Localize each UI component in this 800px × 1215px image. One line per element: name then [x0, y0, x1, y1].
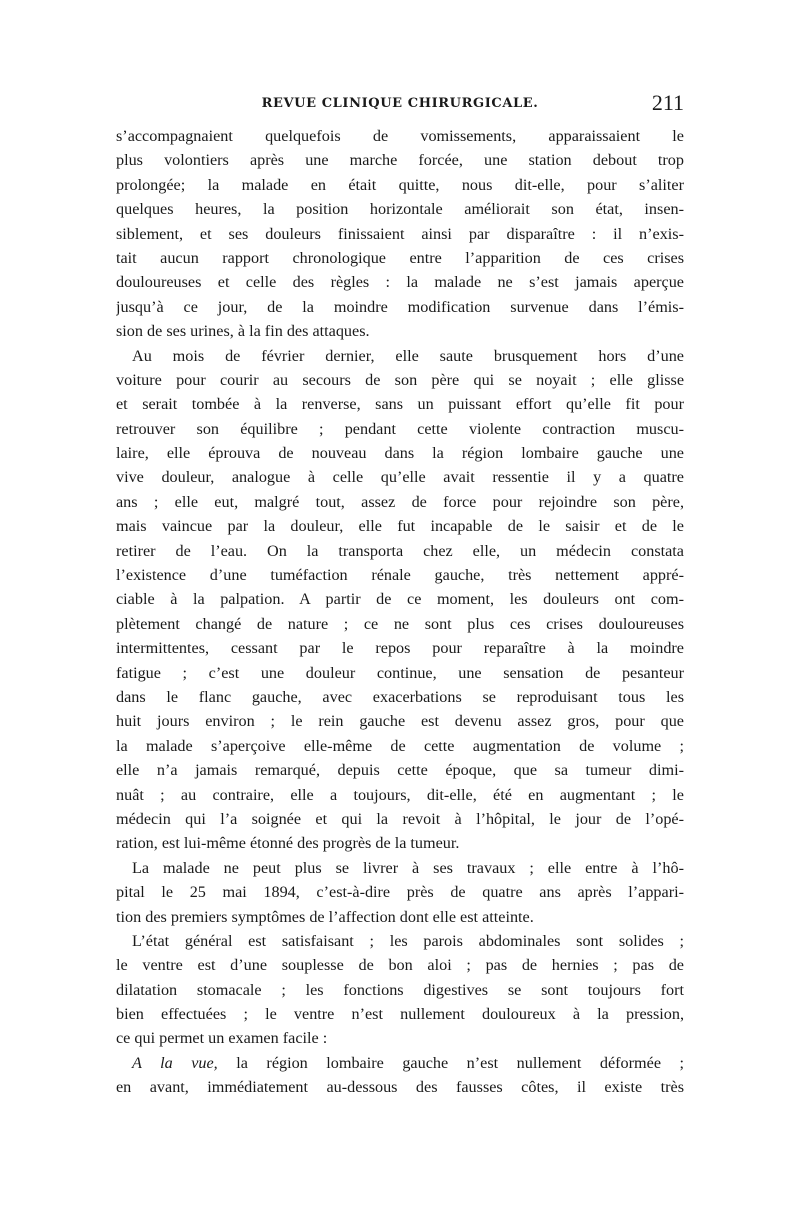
- line-text: jusqu’à ce jour, de la moindre modification survenue dans l’émis-: [116, 297, 684, 316]
- line-text: retrouver son équilibre ; pendant cette violente contraction muscu-: [116, 419, 684, 438]
- line-text: dilatation stomacale ; les fonctions digestives se sont toujours fort: [116, 980, 684, 999]
- line-text: quelques heures, la position horizontale améliorait son état, insen-: [116, 200, 684, 219]
- line-text: fatigue ; c’est une douleur continue, une sensation de pesanteur: [116, 663, 684, 682]
- line-text: elle n’a jamais remarqué, depuis cette époque, que sa tumeur dimi-: [116, 761, 684, 780]
- text-line: [116, 392, 684, 416]
- line-text: pital le 25 mai 1894, c’est-à-dire près de quatre ans après l’appari-: [116, 883, 684, 902]
- text-line: [116, 709, 684, 733]
- text-line: [116, 539, 684, 563]
- line-text: le ventre est d’une souplesse de bon aloi ; pas de hernies ; pas de: [116, 956, 684, 975]
- text-line: [116, 783, 684, 807]
- italic-lead: A la vue,: [132, 1053, 218, 1072]
- text-line: [116, 1002, 684, 1026]
- text-line: [116, 807, 684, 831]
- text-line: [116, 587, 684, 611]
- line-text: ce qui permet un examen facile :: [116, 1029, 328, 1048]
- line-text: tait aucun rapport chronologique entre l’apparition de ces crises: [116, 248, 684, 267]
- text-line: [116, 856, 684, 880]
- text-line: [116, 222, 684, 246]
- line-text: sion de ses urines, à la fin des attaques.: [116, 322, 370, 341]
- line-text: Au mois de février dernier, elle saute brusquement hors d’une: [132, 346, 684, 365]
- line-text: huit jours environ ; le rein gauche est devenu assez gros, pour que: [116, 712, 684, 731]
- page-number: 211: [651, 90, 684, 115]
- line-text: nuât ; au contraire, elle a toujours, dit-elle, été en augmentant ; le: [116, 785, 684, 804]
- text-line: [116, 831, 684, 855]
- line-text: bien effectuées ; le ventre n’est nullement douloureux à la pression,: [116, 1005, 684, 1024]
- line-text: siblement, et ses douleurs finissaient ainsi par disparaître : il n’exis-: [116, 224, 684, 243]
- line-text: s’accompagnaient quelquefois de vomissements, apparaissaient le: [116, 127, 684, 145]
- text-line: [116, 465, 684, 489]
- line-text: l’existence d’une tuméfaction rénale gauche, très nettement appré-: [116, 566, 684, 585]
- line-text: vive douleur, analogue à celle qu’elle avait ressentie il y a quatre: [116, 468, 684, 487]
- line-text: la malade s’aperçoive elle-même de cette augmentation de volume ;: [116, 736, 684, 755]
- text-line: [116, 197, 684, 221]
- text-line: [116, 1075, 684, 1099]
- line-text: L’état général est satisfaisant ; les parois abdominales sont solides ;: [132, 931, 684, 950]
- line-text: dans le flanc gauche, avec exacerbations se reproduisant tous les: [116, 687, 684, 706]
- line-text: mais vaincue par la douleur, elle fut incapable de le saisir et de le: [116, 517, 684, 536]
- text-line: [116, 758, 684, 782]
- text-line: [116, 490, 684, 514]
- text-line: [116, 929, 684, 953]
- line-text: plètement changé de nature ; ce ne sont plus ces crises douloureuses: [116, 614, 684, 633]
- line-text: La malade ne peut plus se livrer à ses travaux ; elle entre à l’hô-: [132, 858, 684, 877]
- text-line: [116, 953, 684, 977]
- text-line: [116, 612, 684, 636]
- text-line: [116, 368, 684, 392]
- line-text: ans ; elle eut, malgré tout, assez de force pour rejoindre son père,: [116, 492, 684, 511]
- running-head: REVUE CLINIQUE CHIRURGICALE.: [261, 96, 539, 111]
- text-line: [116, 344, 684, 368]
- text-line: [116, 1026, 684, 1050]
- text-line: [116, 319, 684, 343]
- body-text: [116, 124, 684, 1100]
- text-line: [116, 514, 684, 538]
- text-line: [116, 441, 684, 465]
- line-text: laire, elle éprouva de nouveau dans la région lombaire gauche une: [116, 444, 684, 463]
- line-text: douloureuses et celle des règles : la malade ne s’est jamais aperçue: [116, 273, 684, 292]
- text-line: [116, 148, 684, 172]
- text-line: [116, 173, 684, 197]
- text-line: [116, 295, 684, 319]
- text-line: [116, 563, 684, 587]
- text-line: [116, 661, 684, 685]
- line-text: voiture pour courir au secours de son père qui se noyait ; elle glisse: [116, 370, 684, 389]
- line-text: intermittentes, cessant par le repos pour reparaître à la moindre: [116, 639, 684, 658]
- text-line: [116, 978, 684, 1002]
- text-line: [116, 270, 684, 294]
- line-text: retirer de l’eau. On la transporta chez elle, un médecin constata: [116, 541, 684, 560]
- line-text: prolongée; la malade en était quitte, nous dit-elle, pour s’aliter: [116, 175, 684, 194]
- line-text: plus volontiers après une marche forcée, une station debout trop: [116, 151, 684, 170]
- text-line: [116, 905, 684, 929]
- text-line: [116, 734, 684, 758]
- page-header: [116, 90, 684, 122]
- line-text: ration, est lui-même étonné des progrès de la tumeur.: [116, 834, 460, 853]
- text-line: [116, 636, 684, 660]
- text-line: [116, 124, 684, 148]
- line-text: et serait tombée à la renverse, sans un puissant effort qu’elle fit pour: [116, 395, 684, 414]
- line-text: en avant, immédiatement au-dessous des fausses côtes, il existe très: [116, 1078, 684, 1097]
- text-line: [116, 417, 684, 441]
- line-text: tion des premiers symptômes de l’affection dont elle est atteinte.: [116, 907, 534, 926]
- line-text: la région lombaire gauche n’est nullement déformée ;: [236, 1053, 684, 1072]
- line-text: médecin qui l’a soignée et qui la revoit à l’hôpital, le jour de l’opé-: [116, 809, 684, 828]
- text-line: [116, 1051, 684, 1075]
- line-text: ciable à la palpation. A partir de ce moment, les douleurs ont com-: [116, 590, 684, 609]
- text-line: [116, 685, 684, 709]
- text-line: [116, 880, 684, 904]
- text-line: [116, 246, 684, 270]
